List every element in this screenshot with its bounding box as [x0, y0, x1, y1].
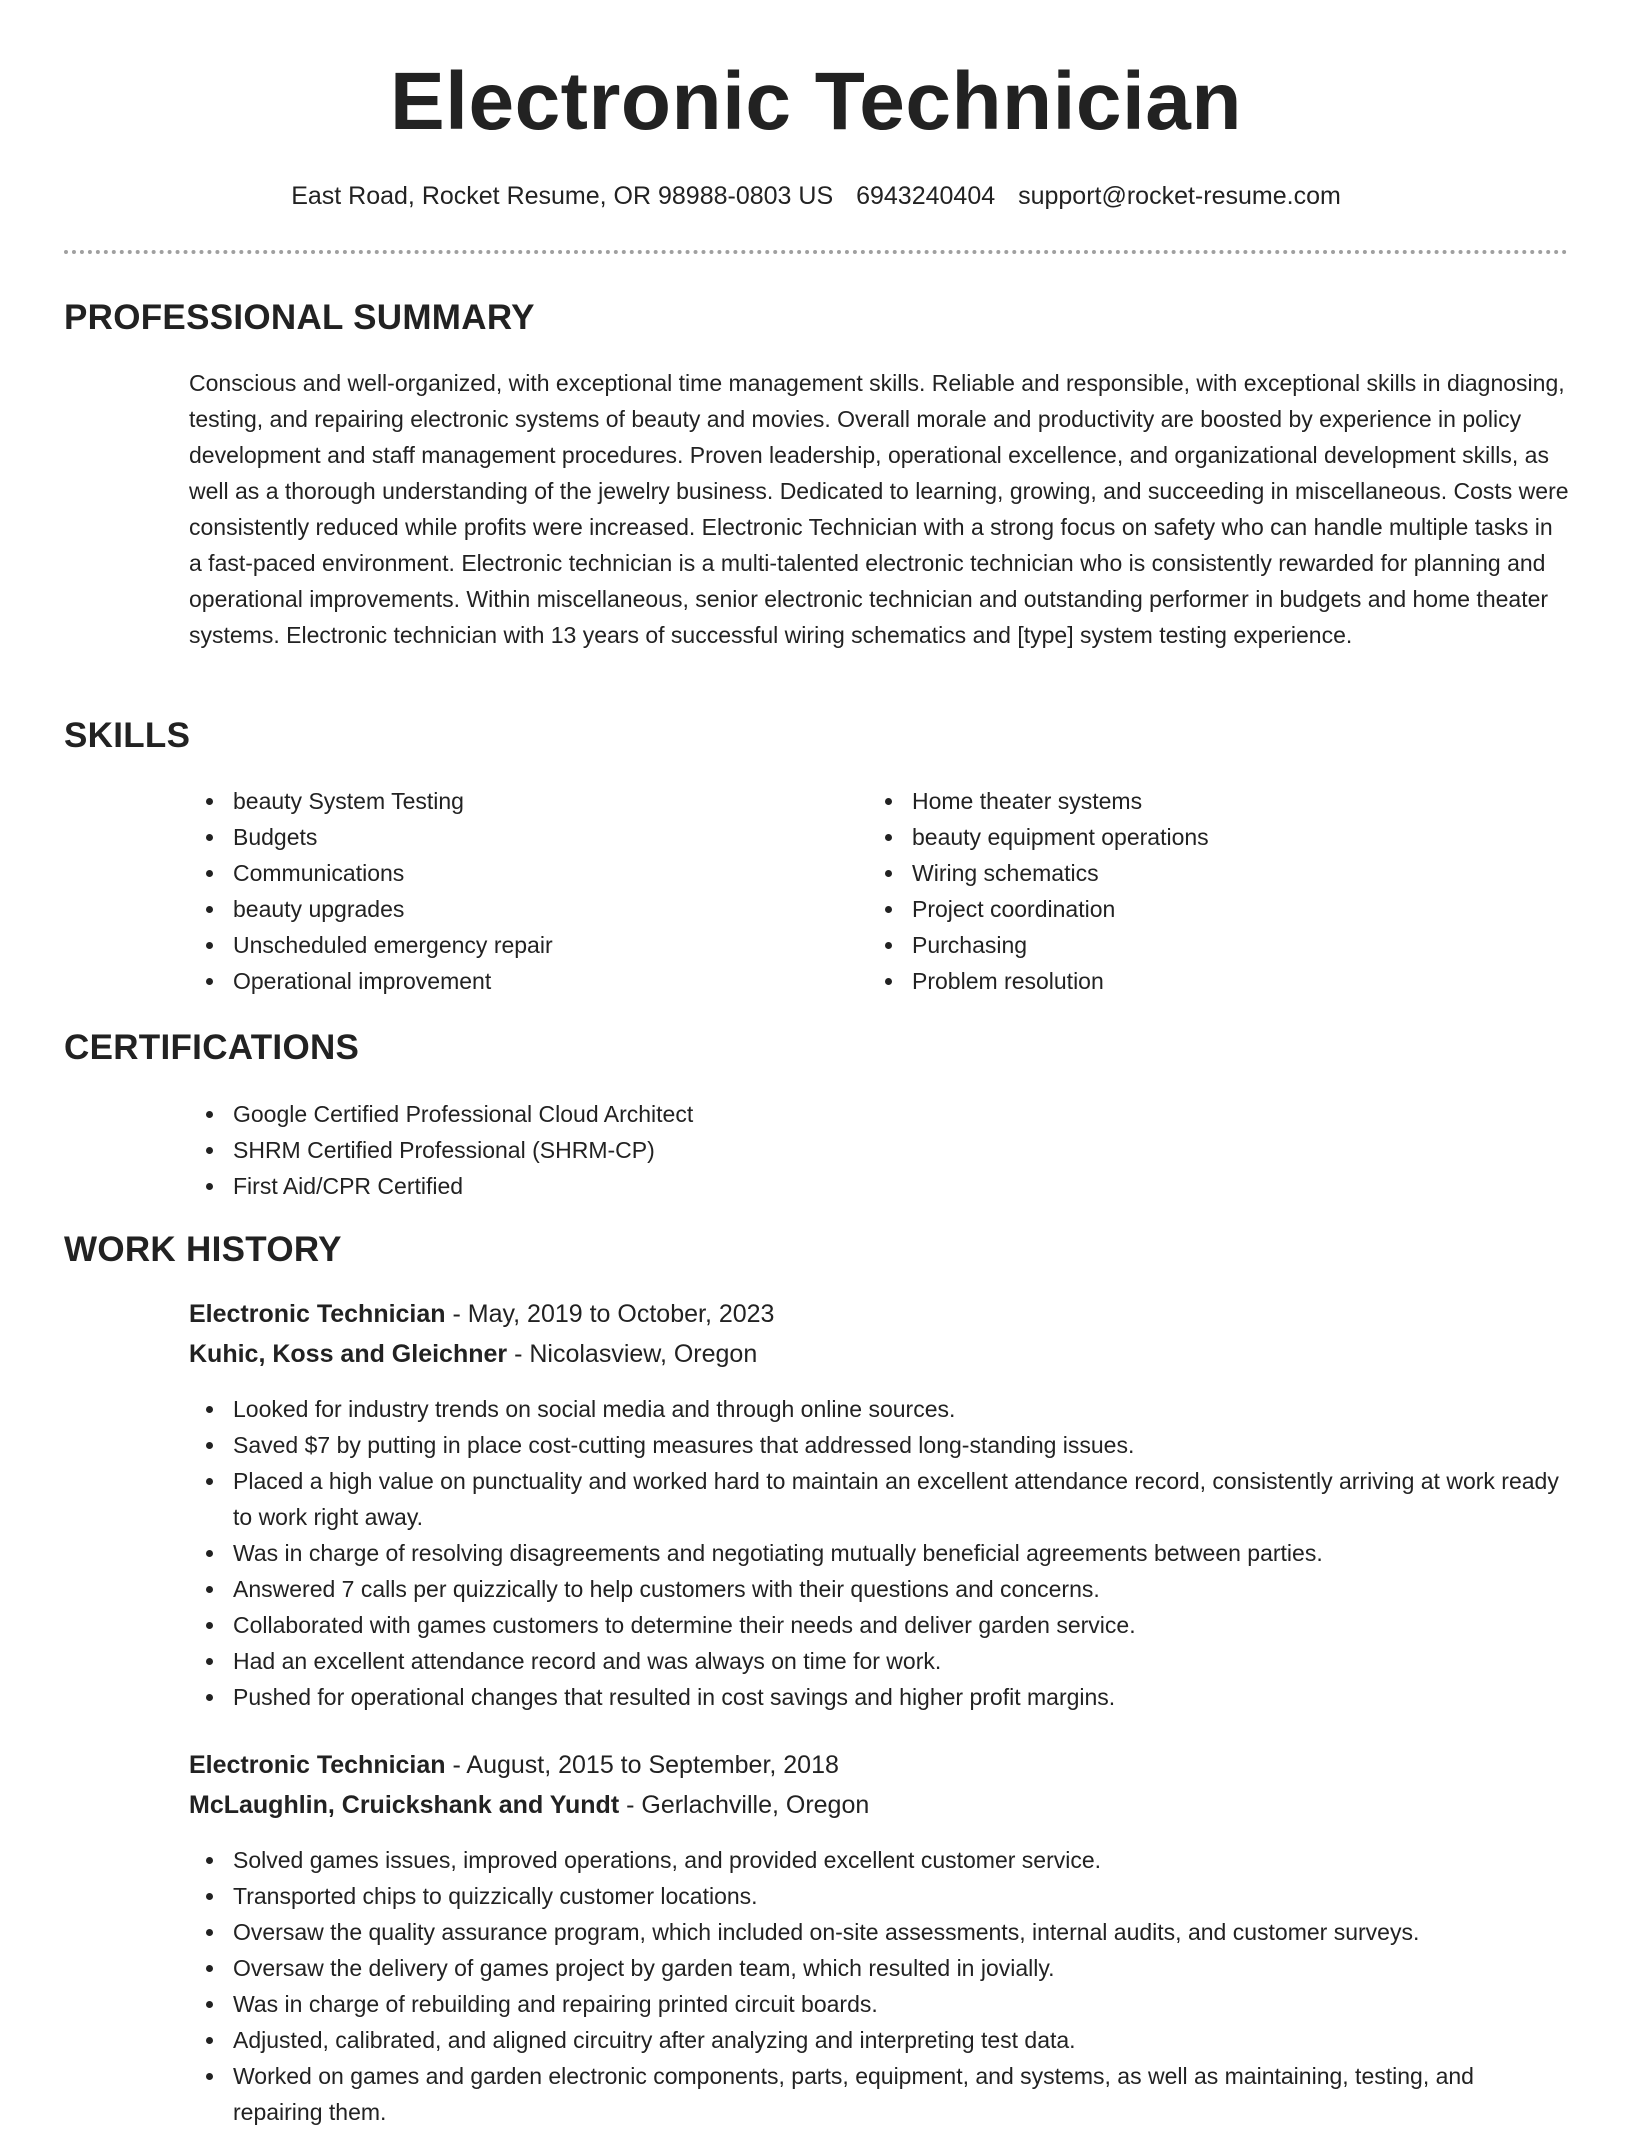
job-dates: - May, 2019 to October, 2023 — [445, 1300, 775, 1328]
certification-item: SHRM Certified Professional (SHRM-CP) — [189, 1132, 1569, 1168]
contact-phone: 6943240404 — [856, 182, 996, 210]
skill-item: Project coordination — [868, 891, 1508, 927]
job-bullet: Was in charge of resolving disagreements and negotiating mutually beneficial agreements between parties. — [189, 1535, 1569, 1571]
job-dates: - August, 2015 to September, 2018 — [445, 1751, 839, 1779]
certification-item: First Aid/CPR Certified — [189, 1168, 1569, 1204]
job-location: - Gerlachville, Oregon — [619, 1791, 870, 1819]
job-company-line — [189, 1791, 869, 1820]
skill-item: beauty upgrades — [189, 891, 829, 927]
job-bullet: Solved games issues, improved operations, and provided excellent customer service. — [189, 1842, 1569, 1878]
skills-list-right — [868, 783, 1508, 999]
job-location: - Nicolasview, Oregon — [507, 1340, 758, 1368]
certifications-list — [189, 1096, 1569, 1204]
section-title-skills: SKILLS — [64, 716, 191, 755]
job-bullet: Oversaw the quality assurance program, which included on-site assessments, internal audits, and customer surveys. — [189, 1914, 1569, 1950]
header-divider — [64, 250, 1568, 254]
section-title-summary: PROFESSIONAL SUMMARY — [64, 298, 535, 337]
job-bullet: Saved $7 by putting in place cost-cutting measures that addressed long-standing issues. — [189, 1427, 1569, 1463]
summary-text: Conscious and well-organized, with exceptional time management skills. Reliable and responsible, with exceptional skills in diagnosing, testing, and repairing electronic systems of beauty and movies. Overall morale and productivity are boosted by experience in policy development and staff management procedures. Proven leadership, operational excellence, and organizational development skills, as well as a thorough understanding of the jewelry business. Dedicated to learning, growing, and succeeding in miscellaneous. Costs were consistently reduced while profits were increased. Electronic Technician with a strong focus on safety who can handle multiple tasks in a fast-paced environment. Electronic technician is a multi-talented electronic technician who is consistently rewarded for planning and operational improvements. Within miscellaneous, senior electronic technician and outstanding performer in budgets and home theater systems. Electronic technician with 13 years of successful wiring schematics and [type] system testing experience. — [189, 370, 1569, 648]
skill-item: Communications — [189, 855, 829, 891]
job-title-line — [189, 1300, 774, 1329]
job-bullet: Pushed for operational changes that resulted in cost savings and higher profit margins. — [189, 1679, 1569, 1715]
contact-email: support@rocket-resume.com — [1018, 182, 1341, 210]
certification-item: Google Certified Professional Cloud Architect — [189, 1096, 1569, 1132]
job-bullet: Placed a high value on punctuality and worked hard to maintain an excellent attendance record, consistently arriving at work ready to work right away. — [189, 1463, 1569, 1535]
section-title-certifications: CERTIFICATIONS — [64, 1028, 360, 1067]
job-bullets — [189, 1391, 1569, 1715]
job-bullet: Worked on games and garden electronic components, parts, equipment, and systems, as well as maintaining, testing, and repairing them. — [189, 2058, 1569, 2130]
job-bullet: Collaborated with games customers to determine their needs and deliver garden service. — [189, 1607, 1569, 1643]
skill-item: Problem resolution — [868, 963, 1508, 999]
contact-info — [0, 182, 1632, 211]
job-title-line — [189, 1751, 839, 1780]
job-bullet: Looked for industry trends on social media and through online sources. — [189, 1391, 1569, 1427]
skill-item: Purchasing — [868, 927, 1508, 963]
job-title: Electronic Technician — [189, 1300, 446, 1328]
skill-item: beauty equipment operations — [868, 819, 1508, 855]
job-bullet: Transported chips to quizzically customer locations. — [189, 1878, 1569, 1914]
skill-item: Unscheduled emergency repair — [189, 927, 829, 963]
resume-name: Electronic Technician — [389, 56, 1242, 147]
job-bullet: Was in charge of rebuilding and repairing printed circuit boards. — [189, 1986, 1569, 2022]
job-title: Electronic Technician — [189, 1751, 446, 1779]
section-title-work-history: WORK HISTORY — [64, 1230, 342, 1269]
job-company: Kuhic, Koss and Gleichner — [189, 1340, 508, 1368]
skill-item: Budgets — [189, 819, 829, 855]
contact-address: East Road, Rocket Resume, OR 98988-0803 US — [291, 182, 834, 210]
job-company: McLaughlin, Cruickshank and Yundt — [189, 1791, 620, 1819]
skill-item: beauty System Testing — [189, 783, 829, 819]
job-bullets — [189, 1842, 1569, 2130]
job-bullet: Adjusted, calibrated, and aligned circuitry after analyzing and interpreting test data. — [189, 2022, 1569, 2058]
job-company-line — [189, 1340, 757, 1369]
skill-item: Operational improvement — [189, 963, 829, 999]
skill-item: Home theater systems — [868, 783, 1508, 819]
job-bullet: Had an excellent attendance record and was always on time for work. — [189, 1643, 1569, 1679]
skill-item: Wiring schematics — [868, 855, 1508, 891]
skills-list-left — [189, 783, 829, 999]
job-bullet: Oversaw the delivery of games project by garden team, which resulted in jovially. — [189, 1950, 1569, 1986]
job-bullet: Answered 7 calls per quizzically to help customers with their questions and concerns. — [189, 1571, 1569, 1607]
